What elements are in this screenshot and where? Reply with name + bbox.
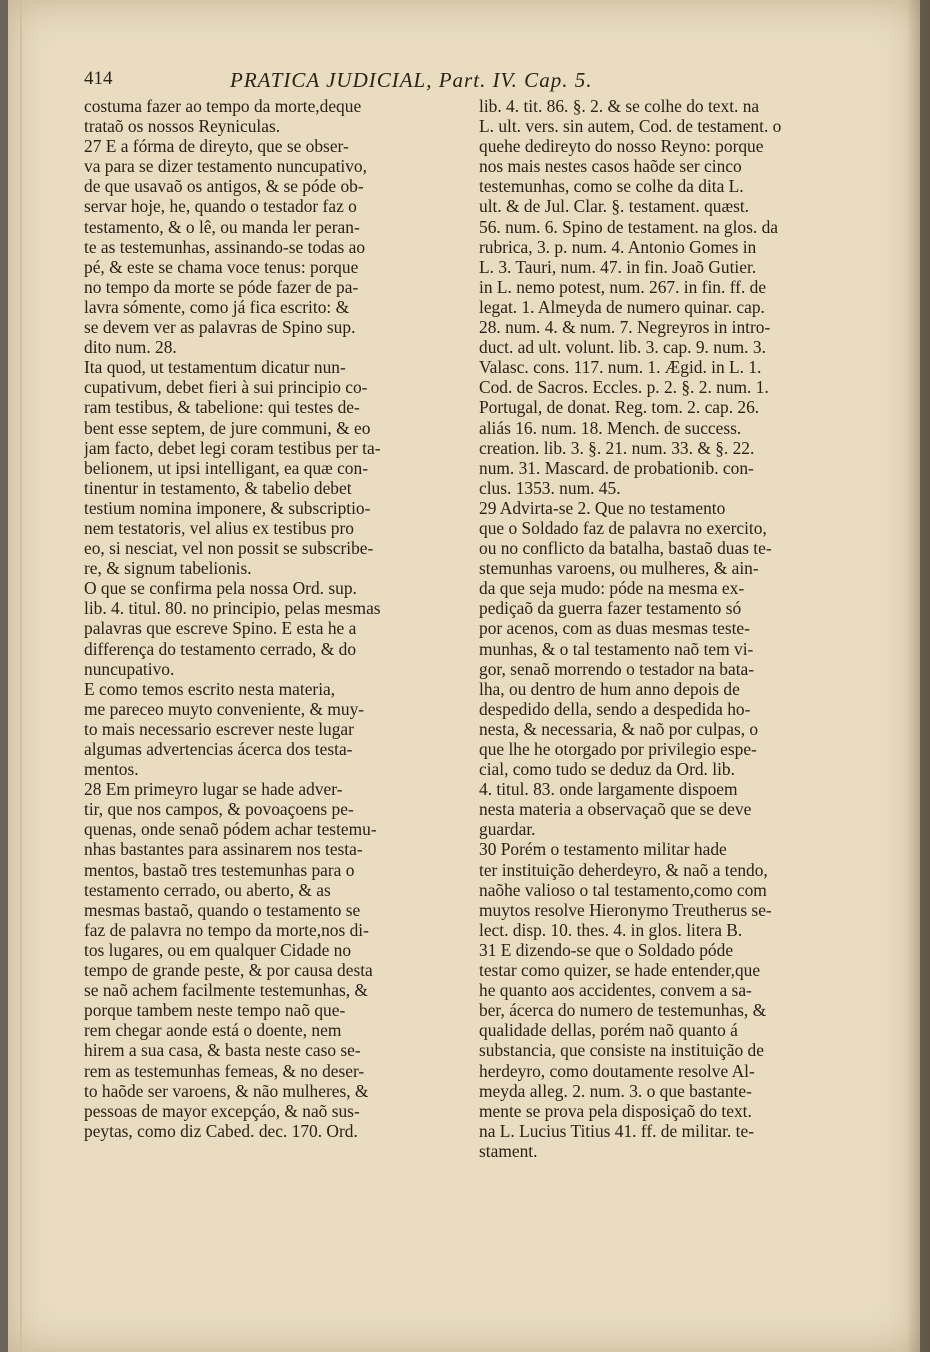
text-line: me pareceo muyto conveniente, & muy- [84,698,365,719]
text-line: stament. [479,1140,538,1161]
text-line: que o Soldado faz de palavra no exercito, [479,517,767,538]
text-line: creation. lib. 3. §. 21. num. 33. & §. 22. [479,437,755,458]
text-line: nhas bastantes para assinarem nos testa- [84,839,363,860]
text-line: faz de palavra no tempo da morte,nos di- [84,919,369,940]
text-line: gor, senaõ morrendo o testador na bata- [479,658,755,679]
text-line: ber, ácerca do numero de testemunhas, & [479,1000,767,1021]
page-margin-line [20,0,22,1352]
text-line: cupativum, debet fieri à sui principio co- [84,377,368,398]
text-line: duct. ad ult. volunt. lib. 3. cap. 9. num. 3. [479,337,766,358]
text-line: por acenos, com as duas mesmas teste- [479,618,750,639]
page-number: 414 [84,68,113,89]
text-line: re, & signum tabelionis. [84,558,252,579]
text-line: servar hoje, he, quando o testador faz o [84,196,357,217]
text-line: testamento, & o lê, ou manda ler peran- [84,216,360,237]
text-line: despedido della, sendo a despedida ho- [479,698,751,719]
text-line: mentos. [84,759,139,780]
text-line: se devem ver as palavras de Spino sup. [84,317,356,338]
text-line: Valasc. cons. 117. num. 1. Ægid. in L. 1. [479,357,762,378]
text-line: dito num. 28. [84,337,177,358]
text-line: legat. 1. Almeyda de numero quinar. cap. [479,296,765,317]
text-line: ram testibus, & tabelione: qui testes de- [84,397,360,418]
text-line: 29 Advirta-se 2. Que no testamento [479,497,726,518]
text-line: eo, si nesciat, vel non possit se subscribe- [84,538,374,559]
text-line: 4. titul. 83. onde largamente dispoem [479,779,738,800]
text-line: pediçaõ da guerra fazer testamento só [479,598,742,619]
text-line: to mais necessario escrever neste lugar [84,718,354,739]
text-line: pé, & este se chama voce tenus: porque [84,256,359,277]
running-title: PRATICA JUDICIAL, Part. IV. Cap. 5. [230,68,593,92]
text-line: nesta, & necessaria, & naõ por culpas, o [479,718,759,739]
text-line: testemunhas, como se colhe da dita L. [479,176,744,197]
text-line: quenas, onde senaõ pódem achar testemu- [84,819,377,840]
text-line: te as testemunhas, assinando-se todas ao [84,236,366,257]
text-line: rem as testemunhas femeas, & no deser- [84,1060,365,1081]
text-line: testamento cerrado, ou aberto, & as [84,879,331,900]
text-line: peytas, como diz Cabed. dec. 170. Ord. [84,1120,358,1141]
text-line: munhas, & o tal testamento naõ tem vi- [479,638,754,659]
text-line: guardar. [479,819,536,840]
text-line: testar como quizer, se hade entender,que [479,960,761,981]
text-line: quehe dedireyto do nosso Reyno: porque [479,136,764,157]
text-line: nos mais nestes casos haõde ser cinco [479,156,742,177]
text-line: 56. num. 6. Spino de testament. na glos. da [479,216,778,237]
text-line: nuncupativo. [84,658,175,679]
text-line: O que se confirma pela nossa Ord. sup. [84,578,357,599]
text-line: lha, ou dentro de hum anno depois de [479,678,740,699]
text-line: testium nomina imponere, & subscriptio- [84,497,371,518]
text-line: Ita quod, ut testamentum dicatur nun- [84,357,346,378]
text-line: tir, que nos campos, & povoaçoens pe- [84,799,354,820]
page-header [84,68,864,94]
text-line: cial, como tudo se deduz da Ord. lib. [479,759,735,780]
text-line: E como temos escrito nesta materia, [84,678,336,699]
text-line: ter instituição deherdeyro, & naõ a tendo, [479,859,768,880]
text-line: jam facto, debet legi coram testibus per ta- [84,437,381,458]
text-line: meyda alleg. 2. num. 3. o que bastante- [479,1080,752,1101]
text-line: rem chegar aonde está o doente, nem [84,1020,342,1041]
page-fold-shadow [906,0,930,1352]
text-line: 27 E a fórma de direyto, que se obser- [84,136,349,157]
text-line: rubrica, 3. p. num. 4. Antonio Gomes in [479,236,757,257]
text-line: lib. 4. titul. 80. no principio, pelas mesmas [84,598,381,619]
text-line: costuma fazer ao tempo da morte,deque [84,96,362,116]
text-line: lavra sómente, como já fica escrito: & [84,296,350,317]
text-line: trataõ os nossos Reyniculas. [84,116,281,137]
text-line: hirem a sua casa, & basta neste caso se- [84,1040,361,1061]
text-line: algumas advertencias ácerca dos testa- [84,739,353,759]
text-line: num. 31. Mascard. de probationib. con- [479,457,754,478]
right-column [479,96,853,1161]
text-line: in L. nemo potest, num. 267. in fin. ff. de [479,276,767,297]
text-line: da que seja mudo: póde na mesma ex- [479,578,745,599]
text-line: ou no conflicto da batalha, bastaõ duas te- [479,538,772,559]
text-line: clus. 1353. num. 45. [479,477,621,498]
text-line: palavras que escreve Spino. E esta he a [84,618,357,639]
text-line: tempo de grande peste, & por causa desta [84,960,373,981]
text-line: 28. num. 4. & num. 7. Negreyros in intro- [479,317,771,338]
text-line: 31 E dizendo-se que o Soldado póde [479,939,734,960]
text-line: ult. & de Jul. Clar. §. testament. quæst. [479,196,750,217]
text-line: belionem, ut ipsi intelligant, ea quæ con- [84,457,368,478]
text-line: muytos resolve Hieronymo Treutherus se- [479,899,772,920]
text-line: herdeyro, como doutamente resolve Al- [479,1060,755,1081]
text-line: naõhe valioso o tal testamento,como com [479,879,767,900]
text-line: he quanto aos accidentes, convem a sa- [479,980,752,1001]
text-line: lib. 4. tit. 86. §. 2. & se colhe do text. na [479,96,760,116]
text-line: substancia, que consiste na instituição de [479,1040,764,1061]
left-column [84,96,462,1141]
text-line: de que usavaõ os antigos, & se póde ob- [84,176,364,197]
text-line: mente se prova pela disposiçaõ do text. [479,1100,752,1121]
text-line: 28 Em primeyro lugar se hade adver- [84,779,343,800]
text-line: nesta materia a observaçaõ que se deve [479,799,752,820]
text-line: lect. disp. 10. thes. 4. in glos. litera B. [479,919,743,940]
text-line: stemunhas varoens, ou mulheres, & ain- [479,558,759,579]
text-line: L. ult. vers. sin autem, Cod. de testament. o [479,116,782,137]
text-line: na L. Lucius Titius 41. ff. de militar. te- [479,1120,755,1141]
text-line: L. 3. Tauri, num. 47. in fin. Joaõ Gutier. [479,256,757,277]
text-line: tinentur in testamento, & tabelio debet [84,477,352,498]
text-line: qualidade dellas, porém naõ quanto á [479,1020,738,1041]
text-line: no tempo da morte se póde fazer de pa- [84,276,359,297]
text-line: va para se dizer testamento nuncupativo, [84,156,367,177]
text-line: pessoas de mayor excepçáo, & naõ sus- [84,1100,360,1121]
text-line: Portugal, de donat. Reg. tom. 2. cap. 26. [479,397,760,418]
text-line: 30 Porém o testamento militar hade [479,839,727,860]
text-line: nem testatoris, vel alius ex testibus pro [84,517,354,538]
text-line: bent esse septem, de jure communi, & eo [84,417,371,438]
text-line: mesmas bastaõ, quando o testamento se [84,899,361,920]
text-line: tos lugares, ou em qualquer Cidade no [84,939,352,960]
text-line: Cod. de Sacros. Eccles. p. 2. §. 2. num. 1. [479,377,769,398]
text-line: que lhe he otorgado por privilegio espe- [479,739,757,759]
text-line: to haõde ser varoens, & não mulheres, & [84,1080,369,1101]
text-line: se naõ achem facilmente testemunhas, & [84,980,368,1001]
text-line: porque tambem neste tempo naõ que- [84,1000,346,1021]
text-line: differença do testamento cerrado, & do [84,638,357,659]
text-line: aliás 16. num. 18. Mench. de success. [479,417,742,438]
text-line: mentos, bastaõ tres testemunhas para o [84,859,355,880]
